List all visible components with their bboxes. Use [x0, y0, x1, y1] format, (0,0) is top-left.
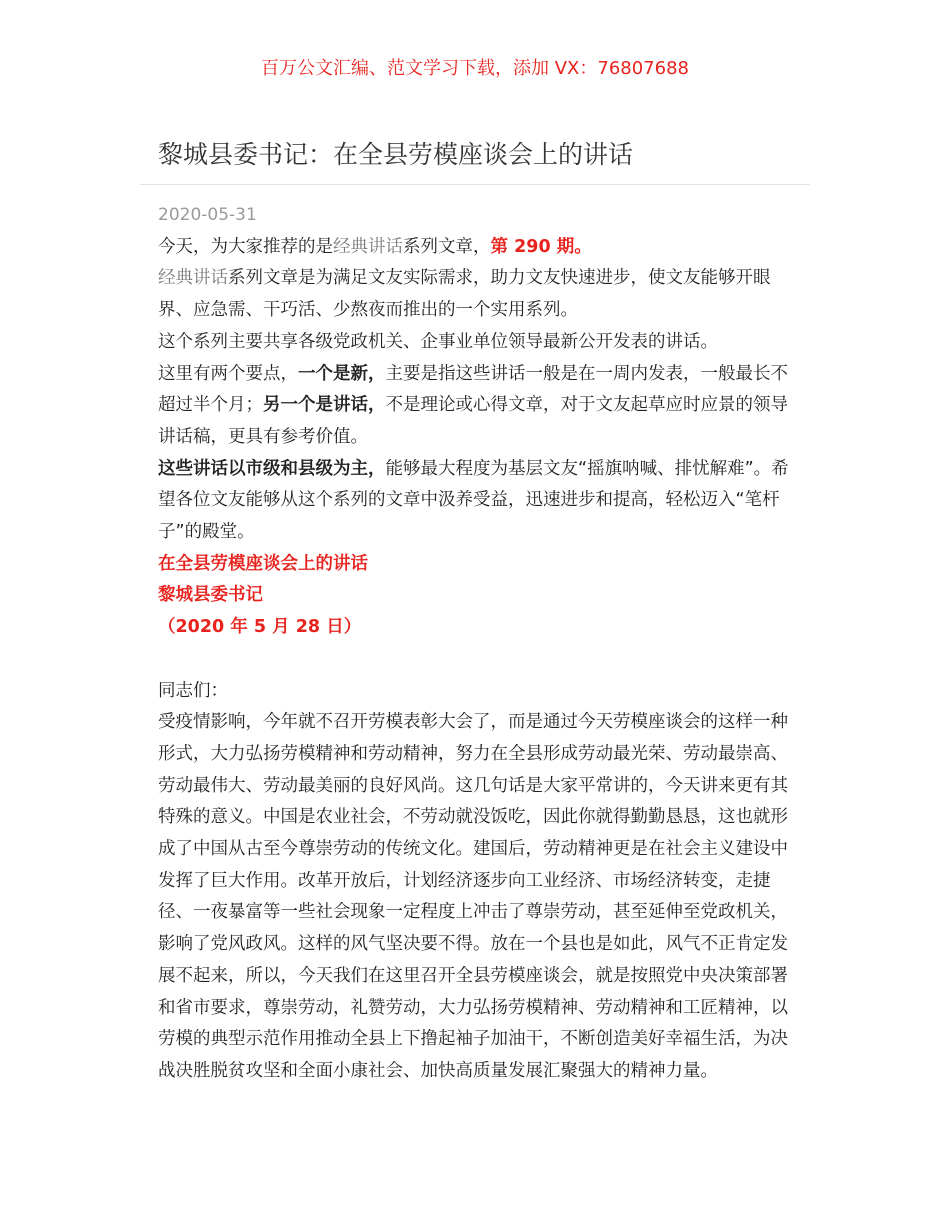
key-point-3: 这些讲话以市级和县级为主， [158, 458, 386, 479]
intro-paragraph-4 [158, 359, 794, 454]
article-title: 黎城县委书记：在全县劳模座谈会上的讲话 [158, 140, 634, 169]
intro-text: 能够最大程度为基层文友“摇旗呐喊、排忧解难”。希望各位文友能够从这个系列的文章中汲养受益，迅速进步和提高，轻松迈入“笔杆子”的殿堂。 [158, 458, 789, 543]
promo-banner: 百万公文汇编、范文学习下载，添加 VX：76807688 [261, 58, 689, 79]
series-name: 经典讲话 [158, 268, 228, 289]
key-point-1: 一个是新， [298, 363, 386, 384]
speech-body-paragraph: 受疫情影响，今年就不召开劳模表彰大会了，而是通过今天劳模座谈会的这样一种形式，大力弘扬劳模精神和劳动精神，努力在全县形成劳动最光荣、劳动最崇高、劳动最伟大、劳动最美丽的良好风尚。这几句话是大家平常讲的，今天讲来更有其特殊的意义。中国是农业社会，不劳动就没饭吃，因此你就得勤勤恳恳，这也就形成了中国从古至今尊崇劳动的传统文化。建国后，劳动精神更是在社会主义建设中发挥了巨大作用。改革开放后，计划经济逐步向工业经济、市场经济转变，走捷径、一夜暴富等一些社会现象一定程度上冲击了尊崇劳动，甚至延伸至党政机关，影响了党风政风。这样的风气坚决要不得。放在一个县也是如此，风气不正肯定发展不起来，所以，今天我们在这里召开全县劳模座谈会，就是按照党中央决策部署和省市要求，尊崇劳动，礼赞劳动，大力弘扬劳模精神、劳动精神和工匠精神，以劳模的典型示范作用推动全县上下撸起袖子加油干，不断创造美好幸福生活，为决战决胜脱贫攻坚和全面小康社会、加快高质量发展汇聚强大的精神力量。 [158, 712, 788, 1081]
speech-title: 在全县劳模座谈会上的讲话 [158, 553, 368, 574]
intro-paragraph-2 [158, 263, 794, 326]
speech-greeting: 同志们： [158, 680, 228, 701]
series-name: 经典讲话 [333, 236, 403, 257]
issue-number: 第 290 期。 [490, 236, 592, 257]
title-divider [140, 184, 810, 185]
intro-paragraph-3: 这个系列主要共享各级党政机关、企事业单位领导最新公开发表的讲话。 [158, 331, 718, 352]
speech-speaker: 黎城县委书记 [158, 585, 263, 606]
intro-paragraph-5 [158, 454, 794, 549]
speech-date: （2020 年 5 月 28 日） [158, 617, 362, 638]
intro-text: 今天，为大家推荐的是 [158, 236, 333, 257]
intro-text: 不是理论或心得文章，对于文友起草应时应景的领导讲话稿，更具有参考价值。 [158, 395, 788, 447]
intro-text: 系列文章， [403, 236, 491, 257]
intro-text: 主要是指这些讲话一般是在一周内发表，一般最长不超过半个月； [158, 363, 788, 416]
spacer [158, 644, 794, 676]
intro-paragraph-1 [158, 232, 794, 264]
intro-text: 这里有两个要点， [158, 363, 298, 384]
intro-text: 系列文章是为满足文友实际需求，助力文友快速进步，使文友能够开眼界、应急需、干巧活、少熬夜而推出的一个实用系列。 [158, 268, 771, 321]
publish-date: 2020-05-31 [158, 205, 257, 225]
key-point-2: 另一个是讲话， [263, 395, 386, 416]
article-content [158, 200, 794, 1088]
